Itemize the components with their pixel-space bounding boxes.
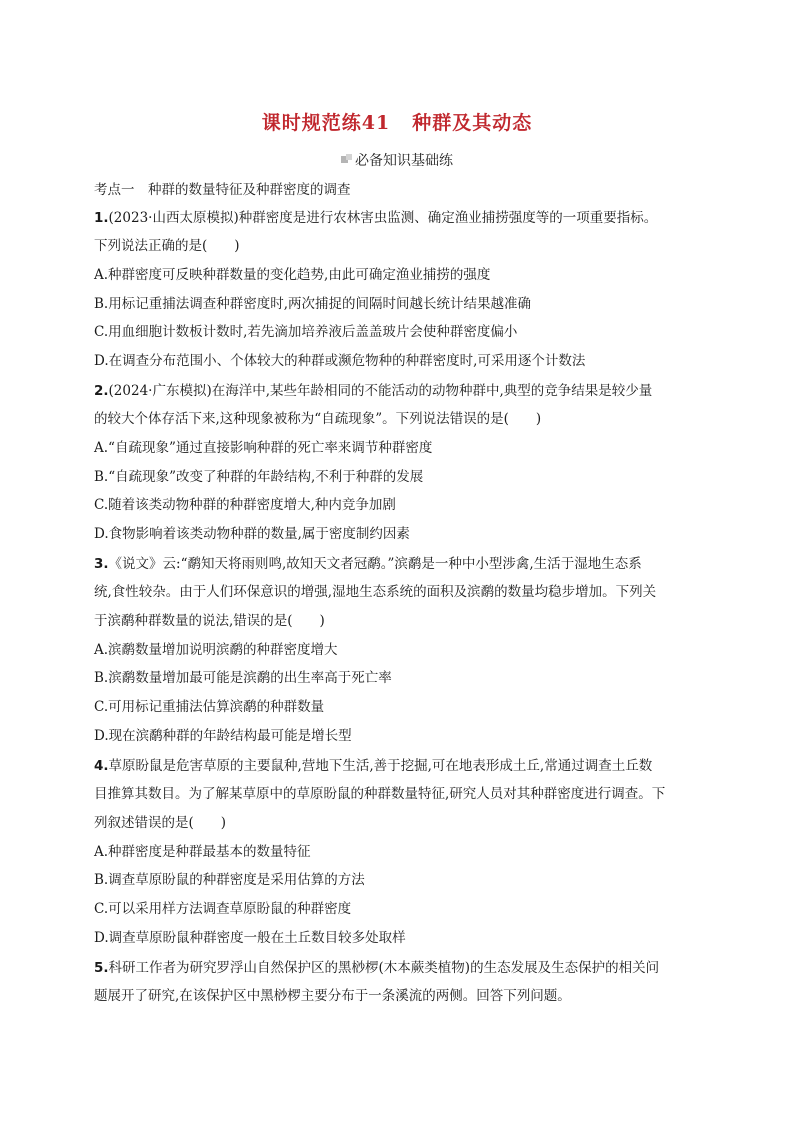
question-1-option-a: A.种群密度可反映种群数量的变化趋势,由此可确定渔业捕捞的强度 [94, 267, 491, 283]
question-4-line-1: 4.草原盼鼠是危害草原的主要鼠种,营地下生活,善于挖掘,可在地表形成土丘,常通过调查土丘数 [94, 758, 653, 774]
question-4-option-b: B.调查草原盼鼠的种群密度是采用估算的方法 [94, 872, 365, 888]
question-2-option-b: B.“自疏现象”改变了种群的年龄结构,不利于种群的发展 [94, 469, 424, 485]
question-4-option-d: D.调查草原盼鼠种群密度一般在土丘数目较多处取样 [94, 930, 406, 946]
question-4-option-a: A.种群密度是种群最基本的数量特征 [94, 844, 311, 860]
question-1-line-2: 下列说法正确的是( ) [94, 238, 240, 254]
question-5-line-1: 5.科研工作者为研究罗浮山自然保护区的黑桫椤(木本蕨类植物)的生态发展及生态保护的相关问 [94, 960, 660, 976]
question-4-number: 4. [94, 758, 109, 774]
question-1-line-1: 1.(2023·山西太原模拟)种群密度是进行农林害虫监测、确定渔业捕捞强度等的一项重要指标。 [94, 210, 658, 226]
question-3-option-a: A.滨鹬数量增加说明滨鹬的种群密度增大 [94, 642, 338, 658]
question-2-line-1: 2.(2024·广东模拟)在海洋中,某些年龄相同的不能活动的动物种群中,典型的竞争结果是较少量 [94, 383, 653, 399]
section-badge-icon [341, 154, 353, 164]
topic-heading: 考点一 种群的数量特征及种群密度的调查 [94, 182, 351, 198]
question-3-number: 3. [94, 556, 109, 572]
question-3-line-2: 统,食性较杂。由于人们环保意识的增强,湿地生态系统的面积及滨鹬的数量均稳步增加。下列关 [94, 584, 657, 600]
question-1-option-c: C.用血细胞计数板计数时,若先滴加培养液后盖盖玻片会使种群密度偏小 [94, 324, 518, 340]
question-2-option-d: D.食物影响着该类动物种群的数量,属于密度制约因素 [94, 526, 410, 542]
question-4-line-2: 目推算其数目。为了解某草原中的草原盼鼠的种群数量特征,研究人员对其种群密度进行调查。下 [94, 786, 666, 802]
question-2-option-a: A.“自疏现象”通过直接影响种群的死亡率来调节种群密度 [94, 440, 433, 456]
question-2-line-2: 的较大个体存活下来,这种现象被称为“自疏现象”。下列说法错误的是( ) [94, 411, 542, 427]
section-heading-text: 必备知识基础练 [355, 153, 453, 169]
section-heading [0, 150, 794, 170]
question-3-option-b: B.滨鹬数量增加最可能是滨鹬的出生率高于死亡率 [94, 670, 392, 686]
question-3-option-c: C.可用标记重捕法估算滨鹬的种群数量 [94, 699, 325, 715]
question-2-number: 2. [94, 383, 109, 399]
question-5-number: 5. [94, 960, 109, 976]
question-4-line-3: 列叙述错误的是( ) [94, 815, 227, 831]
question-1-option-b: B.用标记重捕法调查种群密度时,两次捕捉的间隔时间越长统计结果越准确 [94, 296, 532, 312]
question-3-line-1: 3.《说文》云:“鹬知天将雨则鸣,故知天文者冠鹬。”滨鹬是一种中小型涉禽,生活于湿地生态系 [94, 556, 642, 572]
question-1-option-d: D.在调查分布范围小、个体较大的种群或濒危物种的种群密度时,可采用逐个计数法 [94, 353, 586, 369]
question-2-option-c: C.随着该类动物种群的种群密度增大,种内竞争加剧 [94, 497, 396, 513]
title-code: 课时规范练41 [261, 112, 391, 134]
title-topic: 种群及其动态 [412, 112, 533, 134]
question-3-option-d: D.现在滨鹬种群的年龄结构最可能是增长型 [94, 728, 352, 744]
question-1-number: 1. [94, 210, 109, 226]
page-title [0, 108, 794, 135]
question-3-line-3: 于滨鹬种群数量的说法,错误的是( ) [94, 613, 325, 629]
question-5-line-2: 题展开了研究,在该保护区中黑桫椤主要分布于一条溪流的两侧。回答下列问题。 [94, 988, 571, 1004]
question-4-option-c: C.可以采用样方法调查草原盼鼠的种群密度 [94, 901, 352, 917]
